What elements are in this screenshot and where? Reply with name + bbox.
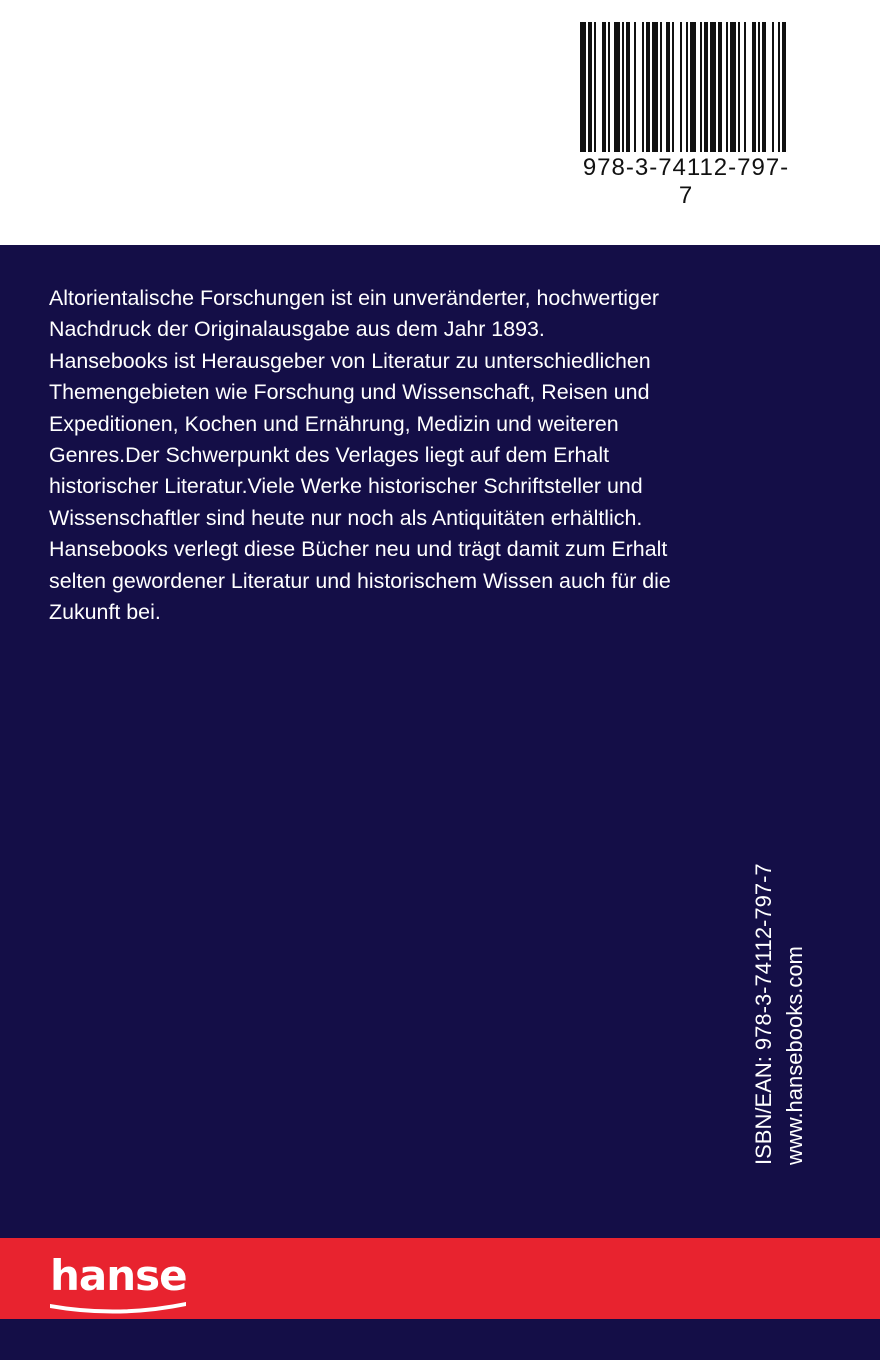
blurb-line: Genres.Der Schwerpunkt des Verlages liegt auf dem Erhalt [49,443,610,468]
blurb-line: Altorientalische Forschungen ist ein unveränderter, hochwertiger [49,286,659,310]
blurb-text [49,283,819,628]
side-info [748,835,820,1165]
blurb-line: Expeditionen, Kochen und Ernährung, Medizin und weiteren [49,411,619,436]
barcode [580,22,792,210]
bottom-strip [0,1319,880,1360]
top-panel [0,0,880,245]
blurb-line: Nachdruck der Originalausgabe aus dem Jahr 1893. [49,317,545,342]
blurb-line: Themengebieten wie Forschung und Wissenschaft, Reisen und [49,380,650,405]
hanse-logo: hanse [50,1251,187,1300]
barcode-number: 978-3-74112-797-7 [582,154,790,209]
blurb-line: historischer Literatur.Viele Werke historischer Schriftsteller und [49,474,643,499]
website-label: www.hansebooks.com [782,946,807,1165]
blurb-line: selten gewordener Literatur und historischem Wissen auch für die [49,568,671,593]
blurb-line: Hansebooks ist Herausgeber von Literatur zu unterschiedlichen [49,348,651,373]
barcode-bars [580,22,792,152]
isbn-label: ISBN/EAN: 978-3-74112-797-7 [751,863,776,1165]
blurb-line: Hansebooks verlegt diese Bücher neu und trägt damit zum Erhalt [49,537,668,562]
blurb-line: Zukunft bei. [49,600,161,625]
main-panel [0,245,880,1238]
logo-swoosh-icon [48,1296,188,1314]
footer-band [0,1238,880,1319]
blurb-line: Wissenschaftler sind heute nur noch als Antiquitäten erhältlich. [49,505,643,530]
